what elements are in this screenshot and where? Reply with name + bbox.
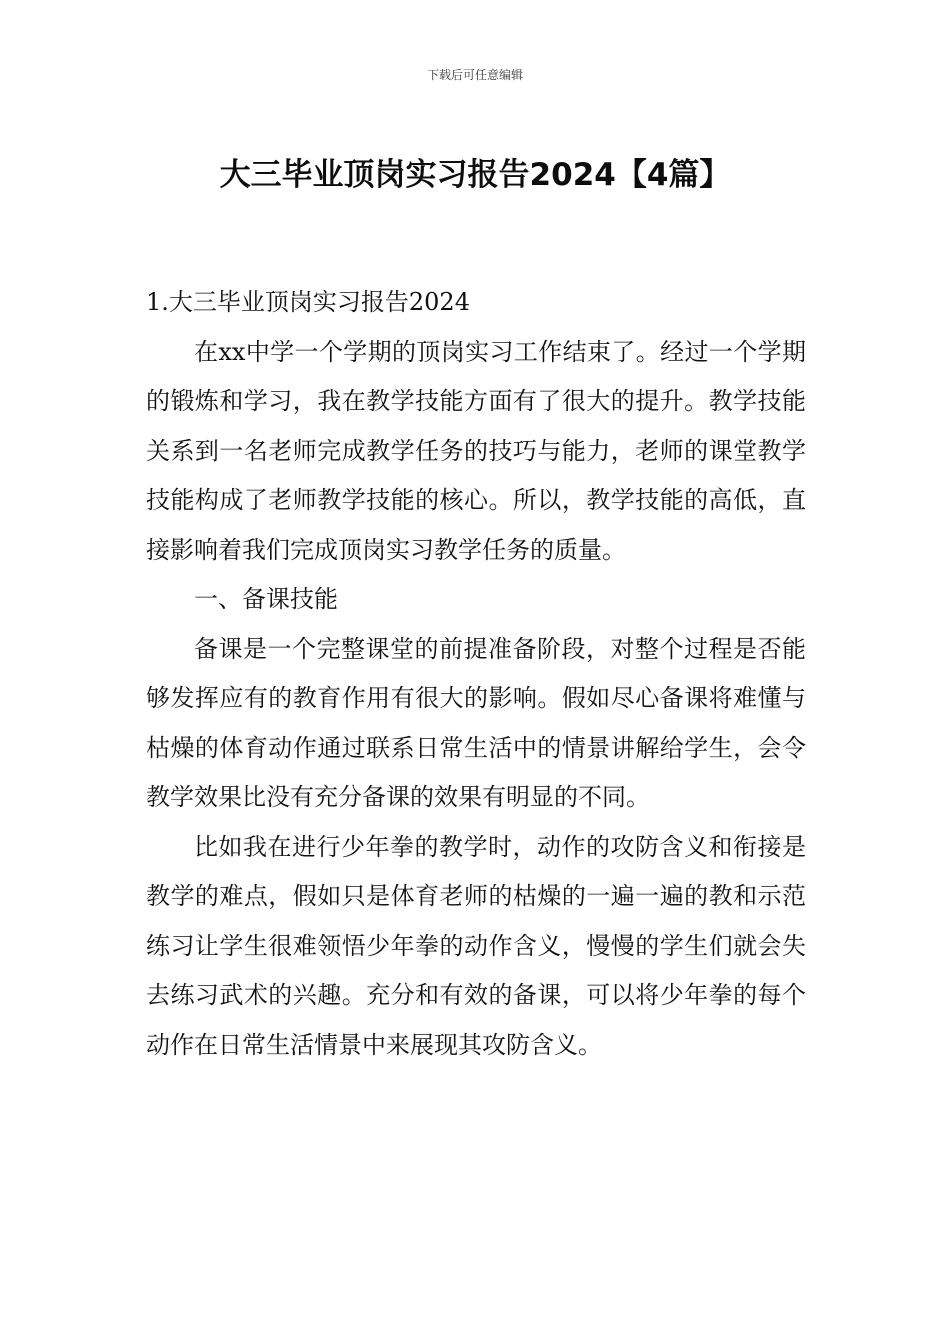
document-title: 大三毕业顶岗实习报告2024【4篇】: [219, 156, 731, 193]
paragraph-example: 比如我在进行少年拳的教学时，动作的攻防含义和衔接是教学的难点，假如只是体育老师的枯燥的一遍一遍的教和示范练习让学生很难领悟少年拳的动作含义，慢慢的学生们就会失去练习武术的兴趣。充分和有效的备课，可以将少年拳的每个动作在日常生活情景中来展现其攻防含义。: [146, 832, 806, 1059]
document-body: [146, 278, 806, 1070]
paragraph-lesson-prep: 备课是一个完整课堂的前提准备阶段，对整个过程是否能够发挥应有的教育作用有很大的影响。假如尽心备课将难懂与枯燥的体育动作通过联系日常生活中的情景讲解给学生，会令教学效果比没有充分备课的效果有明显的不同。: [146, 634, 806, 811]
section-heading: 1.大三毕业顶岗实习报告2024: [146, 288, 470, 316]
paragraph-intro: 在xx中学一个学期的顶岗实习工作结束了。经过一个学期的锻炼和学习，我在教学技能方面有了很大的提升。教学技能关系到一名老师完成教学任务的技巧与能力，老师的课堂教学技能构成了老师教学技能的核心。所以，教学技能的高低，直接影响着我们完成顶岗实习教学任务的质量。: [146, 337, 806, 564]
header-note: 下载后可任意编辑: [426, 68, 523, 82]
subheading-lesson-prep: 一、备课技能: [194, 585, 338, 613]
